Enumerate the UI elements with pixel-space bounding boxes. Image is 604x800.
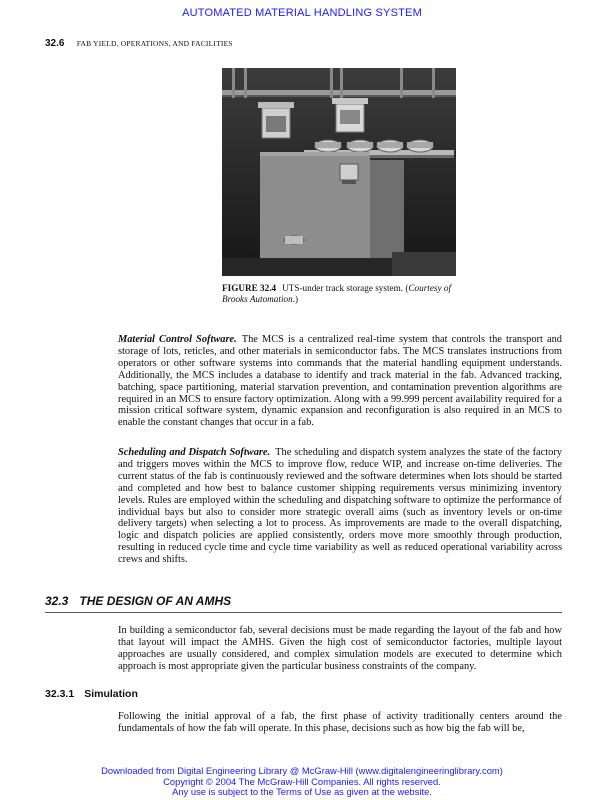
- caption-end: .): [292, 294, 299, 304]
- running-head: [45, 38, 233, 49]
- figure-image: [222, 68, 456, 276]
- section-number: 32.3: [45, 594, 69, 608]
- figure-caption: [222, 283, 462, 305]
- paragraph-lead: Scheduling and Dispatch Software.: [118, 447, 271, 458]
- footer-download-link[interactable]: Downloaded from Digital Engineering Library @ McGraw-Hill (www.digitalengineeringlibrary.com): [101, 765, 503, 776]
- footer-terms-link[interactable]: Any use is subject to the Terms of Use as given at the website.: [172, 786, 432, 798]
- paragraph-lead: Material Control Software.: [118, 334, 237, 345]
- page-number: 32.6: [45, 38, 65, 49]
- figure-label: FIGURE 32.4: [222, 283, 277, 293]
- running-title: FAB YIELD, OPERATIONS, AND FACILITIES: [76, 39, 233, 48]
- paragraph-body: The MCS is a centralized real-time system that controls the transport and storage of lots, reticles, and other materials in semiconductor fabs. The MCS translates instructions from operators or other software systems into commands that the material handling equipment understands. Additionally, the MCS includes a database to identify and track material in the fab. Advanced tracking, batching, space partitioning, material starvation prevention, and contamination prevention algorithms are required in an MCS to ensure factory optimization. Along with a 99.999 percent availability required for a mission critical software system, dynamic expansion and reconfiguration is also required in an MCS to enable the constant changes that occur in a fab.: [118, 334, 562, 429]
- caption-text: UTS-under track storage system. (: [282, 283, 409, 293]
- paragraph-scheduling: [118, 447, 562, 566]
- paragraph-simulation-intro: Following the initial approval of a fab, the first phase of activity traditionally centers around the fundamentals of how the fab will operate. In this phase, decisions such as how big the fab will be,: [118, 711, 562, 734]
- caption-credit: Courtesy of Brooks Automation: [222, 283, 452, 304]
- top-banner: AUTOMATED MATERIAL HANDLING SYSTEM: [182, 7, 422, 19]
- subsection-title: Simulation: [84, 688, 138, 700]
- subsection-number: 32.3.1: [45, 688, 75, 700]
- section-title: THE DESIGN OF AN AMHS: [79, 594, 232, 608]
- subsection-heading-32-3-1: [45, 688, 138, 700]
- footer: [0, 766, 604, 798]
- footer-copyright: Copyright © 2004 The McGraw-Hill Companies. All rights reserved.: [163, 775, 441, 787]
- section-heading-32-3: [45, 594, 562, 613]
- paragraph-body: The scheduling and dispatch system analyzes the state of the factory and triggers moves within the MCS to improve flow, reduce WIP, and increase on-time deliveries. The current status of the fab is continuously reviewed and the software determines when lots should be started and completed and how best to balance customer shipping requirements versus minimizing inventory levels. Rules are employed within the scheduling and dispatching software to optimize the performance of individual bays but also to consider more strategic overall aims (such as inventory levels or on-time delivery targets) when selecting a lot to process. As improvements are made to the overall dispatching, logic and dispatch policies are applied consistently, orders move more smoothly through production, resulting in reduced cycle time and cycle time variability as well as reduced operational variability across crews and shifts.: [118, 447, 562, 566]
- paragraph-design-intro: In building a semiconductor fab, several decisions must be made regarding the layout of the fab and how that layout will impact the AMHS. Given the high cost of semiconductor factories, multiple layout approaches are usually considered, and complex simulation models are executed to determine which approach is most appropriate given the particular business constraints of the company.: [118, 625, 562, 672]
- paragraph-material-control: [118, 334, 562, 429]
